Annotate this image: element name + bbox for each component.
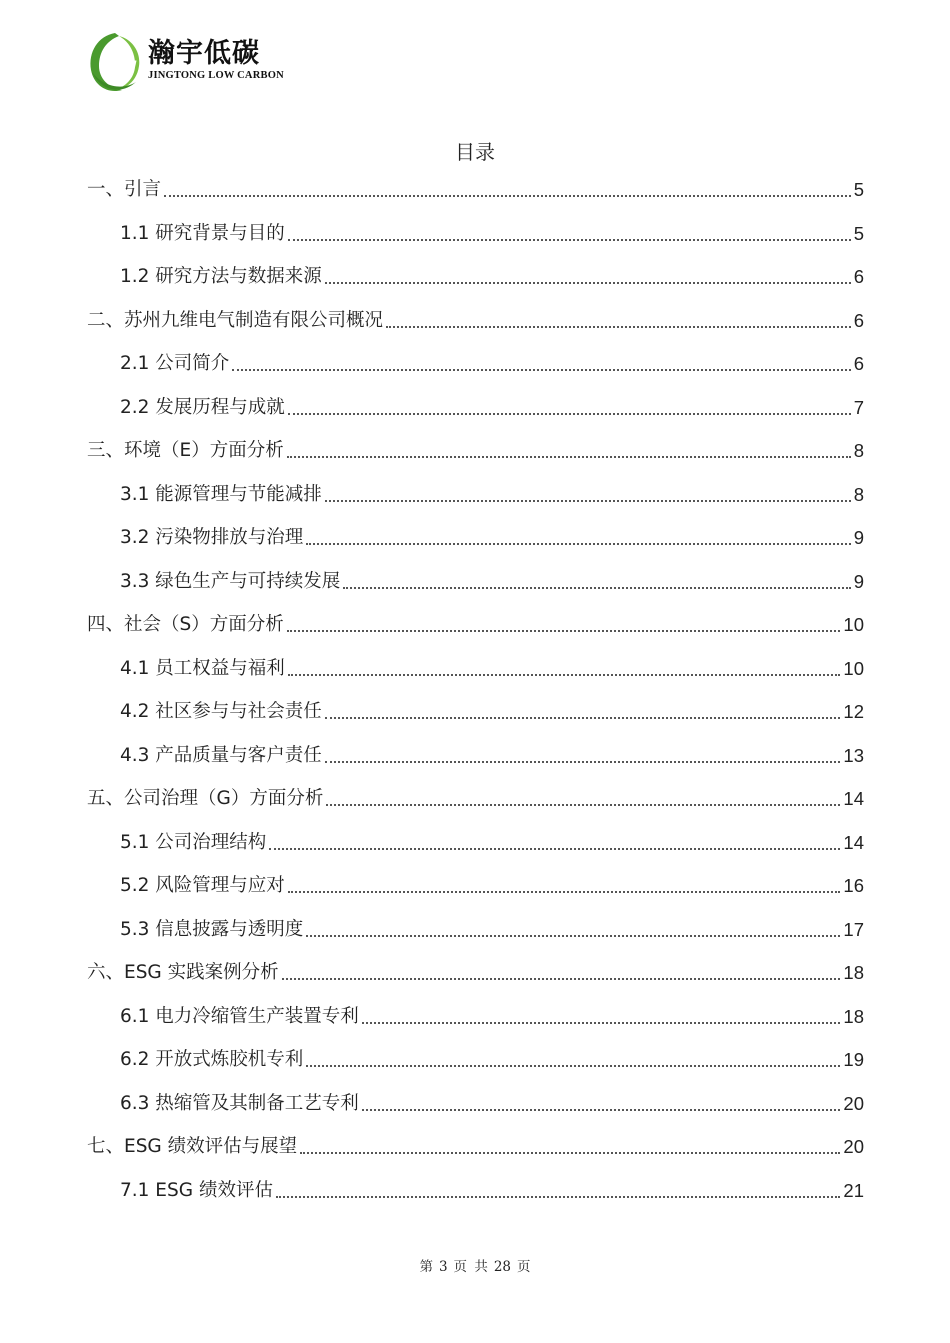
- toc-subsection-entry[interactable]: [120, 1089, 864, 1119]
- logo-mark-text: hy: [101, 51, 136, 81]
- toc-entry-page-number: 13: [843, 744, 864, 766]
- toc-section-entry[interactable]: [87, 175, 864, 205]
- toc-entry-page-number: 20: [843, 1136, 864, 1157]
- toc-dot-leader: [362, 1022, 841, 1024]
- toc-entry-page-number: 18: [843, 1005, 864, 1027]
- toc-dot-leader: [343, 587, 850, 589]
- toc-entry-page-number: 7: [853, 396, 864, 418]
- toc-dot-leader: [287, 456, 851, 458]
- toc-dot-leader: [288, 413, 851, 415]
- toc-entry-title: 6.2 开放式炼胶机专利: [120, 1049, 304, 1070]
- toc-entry-title: 6.1 电力冷缩管生产装置专利: [120, 1005, 359, 1027]
- toc-dot-leader: [288, 239, 851, 241]
- toc-section-entry[interactable]: [87, 610, 864, 640]
- toc-subsection-entry[interactable]: [120, 1176, 864, 1206]
- toc-entry-title: 3.3 绿色生产与可持续发展: [120, 570, 341, 592]
- toc-entry-title: 5.3 信息披露与透明度: [120, 918, 304, 940]
- toc-entry-title: 4.3 产品质量与客户责任: [120, 744, 322, 766]
- toc-entry-page-number: 14: [843, 788, 864, 809]
- toc-entry-title: 1.1 研究背景与目的: [120, 222, 285, 244]
- toc-entry-page-number: 16: [843, 875, 864, 896]
- footer-current-page: 3: [438, 1259, 448, 1275]
- toc-section-entry[interactable]: [87, 784, 864, 814]
- toc-dot-leader: [306, 935, 840, 937]
- toc-entry-page-number: 10: [843, 614, 864, 635]
- toc-section-entry[interactable]: [87, 958, 864, 988]
- company-name-en: JINGTONG LOW CARBON: [148, 70, 284, 81]
- toc-entry-title: 1.2 研究方法与数据来源: [120, 266, 322, 287]
- toc-entry-title: 五、公司治理（G）方面分析: [87, 788, 324, 809]
- toc-entry-page-number: 8: [853, 483, 864, 505]
- toc-subsection-entry[interactable]: [120, 915, 864, 945]
- toc-entry-page-number: 6: [853, 309, 864, 331]
- toc-entry-title: 2.2 发展历程与成就: [120, 396, 285, 418]
- toc-entry-title: 5.2 风险管理与应对: [120, 875, 285, 896]
- toc-entry-title: 5.1 公司治理结构: [120, 831, 267, 853]
- toc-entry-page-number: 6: [853, 266, 864, 287]
- toc-entry-page-number: 6: [853, 353, 864, 374]
- toc-subsection-entry[interactable]: [120, 741, 864, 771]
- toc-dot-leader: [325, 500, 851, 502]
- toc-dot-leader: [269, 848, 840, 850]
- toc-entry-title: 六、ESG 实践案例分析: [87, 962, 279, 983]
- toc-subsection-entry[interactable]: [120, 1045, 864, 1075]
- footer-middle: 页 共: [453, 1259, 488, 1275]
- toc-entry-title: 一、引言: [87, 179, 162, 200]
- company-name-cn: 瀚宇低碳: [148, 38, 260, 69]
- toc-subsection-entry[interactable]: [120, 1002, 864, 1032]
- toc-dot-leader: [164, 195, 851, 197]
- toc-dot-leader: [306, 1065, 840, 1067]
- toc-entry-page-number: 14: [843, 831, 864, 853]
- toc-entry-title: 二、苏州九维电气制造有限公司概况: [87, 309, 384, 331]
- toc-entry-title: 七、ESG 绩效评估与展望: [87, 1136, 298, 1157]
- toc-entry-page-number: 19: [843, 1049, 864, 1070]
- toc-entry-title: 四、社会（S）方面分析: [87, 614, 284, 635]
- toc-dot-leader: [232, 369, 850, 371]
- toc-entry-title: 2.1 公司简介: [120, 353, 230, 374]
- toc-title: 目录: [455, 140, 495, 164]
- toc-entry-page-number: 8: [853, 440, 864, 461]
- toc-entry-page-number: 9: [853, 570, 864, 592]
- toc-dot-leader: [276, 1196, 840, 1198]
- toc-subsection-entry[interactable]: [120, 349, 864, 379]
- toc-entry-title: 7.1 ESG 绩效评估: [120, 1179, 273, 1201]
- toc-dot-leader: [282, 978, 841, 980]
- toc-entry-page-number: 21: [843, 1179, 864, 1201]
- toc-subsection-entry[interactable]: [120, 871, 864, 901]
- toc-subsection-entry[interactable]: [120, 654, 864, 684]
- toc-subsection-entry[interactable]: [120, 523, 864, 553]
- toc-dot-leader: [288, 891, 841, 893]
- toc-entry-title: 6.3 热缩管及其制备工艺专利: [120, 1092, 359, 1114]
- toc-entry-page-number: 18: [843, 962, 864, 983]
- page-footer: [0, 1255, 950, 1275]
- toc-section-entry[interactable]: [87, 1132, 864, 1162]
- toc-subsection-entry[interactable]: [120, 697, 864, 727]
- toc-subsection-entry[interactable]: [120, 480, 864, 510]
- toc-subsection-entry[interactable]: [120, 828, 864, 858]
- toc-section-entry[interactable]: [87, 436, 864, 466]
- toc-entry-title: 三、环境（E）方面分析: [87, 440, 284, 461]
- toc-dot-leader: [386, 326, 851, 328]
- toc-dot-leader: [325, 717, 841, 719]
- toc-entry-page-number: 10: [843, 657, 864, 679]
- toc-entry-title: 4.1 员工权益与福利: [120, 657, 285, 679]
- toc-subsection-entry[interactable]: [120, 262, 864, 292]
- toc-entry-page-number: 17: [843, 918, 864, 940]
- footer-suffix: 页: [517, 1259, 531, 1275]
- toc-dot-leader: [362, 1109, 841, 1111]
- footer-prefix: 第: [419, 1259, 433, 1275]
- toc-entry-page-number: 5: [853, 179, 864, 200]
- toc-entry-page-number: 5: [853, 222, 864, 244]
- toc-dot-leader: [306, 543, 850, 545]
- toc-entry-title: 4.2 社区参与与社会责任: [120, 701, 322, 722]
- toc-entry-page-number: 9: [853, 527, 864, 548]
- toc-dot-leader: [325, 761, 841, 763]
- toc-entry-page-number: 20: [843, 1092, 864, 1114]
- toc-subsection-entry[interactable]: [120, 567, 864, 597]
- toc-entry-title: 3.1 能源管理与节能减排: [120, 483, 322, 505]
- toc-subsection-entry[interactable]: [120, 219, 864, 249]
- toc-entry-title: 3.2 污染物排放与治理: [120, 527, 304, 548]
- toc-dot-leader: [287, 630, 841, 632]
- toc-dot-leader: [325, 282, 851, 284]
- toc-section-entry[interactable]: [87, 306, 864, 336]
- toc-dot-leader: [300, 1152, 840, 1154]
- toc-dot-leader: [326, 804, 840, 806]
- company-logo: [86, 30, 284, 96]
- toc-subsection-entry[interactable]: [120, 393, 864, 423]
- footer-total-pages: 28: [493, 1259, 512, 1275]
- toc-dot-leader: [288, 674, 841, 676]
- toc-entry-page-number: 12: [843, 701, 864, 722]
- leaf-logo-icon: [86, 30, 144, 96]
